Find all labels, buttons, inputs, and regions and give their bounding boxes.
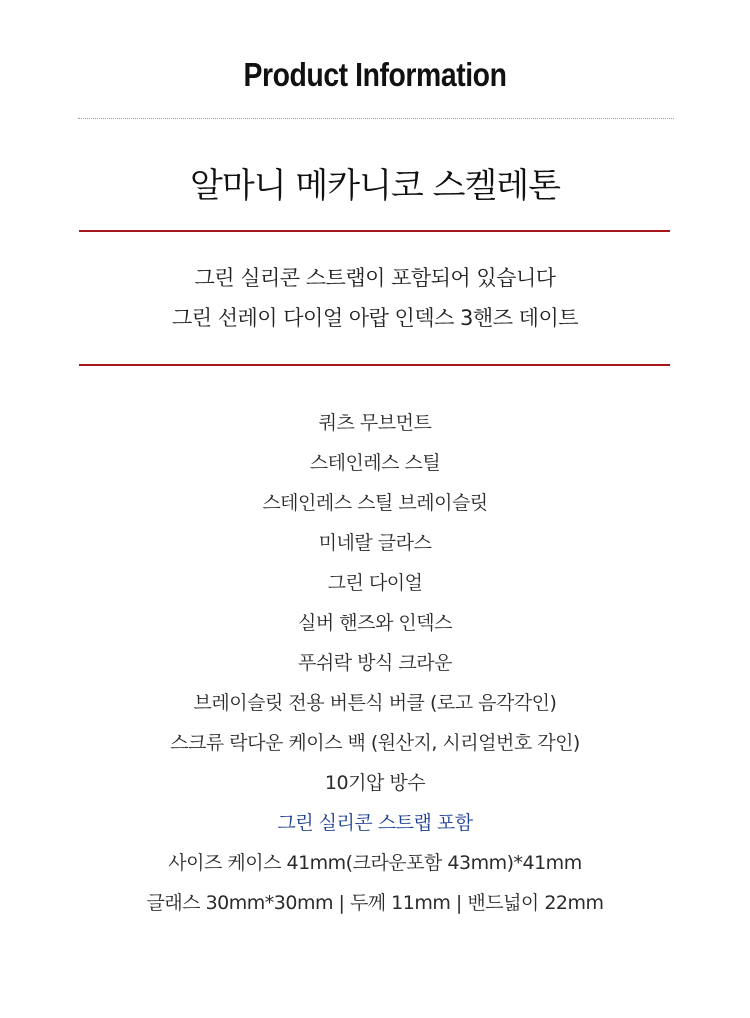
- spec-item: 미네랄 글라스: [318, 532, 432, 554]
- page-title: Product Information: [243, 56, 507, 93]
- spec-item: 10기압 방수: [324, 772, 426, 794]
- spec-item-dimensions: 글래스 30mm*30mm | 두께 11mm | 밴드넓이 22mm: [146, 892, 604, 914]
- spec-item: 쿼츠 무브먼트: [318, 412, 432, 434]
- spec-item-highlight: 그린 실리콘 스트랩 포함: [277, 812, 473, 834]
- spec-list: [0, 403, 750, 923]
- spec-item: 실버 핸즈와 인덱스: [298, 612, 452, 634]
- product-summary: [0, 258, 750, 338]
- dotted-divider: [78, 118, 674, 119]
- summary-line: 그린 실리콘 스트랩이 포함되어 있습니다: [194, 266, 556, 290]
- red-divider-top: [79, 230, 670, 232]
- spec-item: 푸쉬락 방식 크라운: [298, 652, 452, 674]
- red-divider-bottom: [79, 364, 670, 366]
- spec-item: 그린 다이얼: [327, 572, 423, 594]
- product-name: 알마니 메카니코 스켈레톤: [190, 166, 560, 206]
- spec-item: 스테인레스 스틸: [309, 452, 441, 474]
- summary-line: 그린 선레이 다이얼 아랍 인덱스 3핸즈 데이트: [171, 306, 579, 330]
- spec-item-size: 사이즈 케이스 41mm(크라운포함 43mm)*41mm: [168, 852, 582, 874]
- spec-item: 브레이슬릿 전용 버튼식 버클 (로고 음각각인): [193, 692, 557, 714]
- spec-item: 스테인레스 스틸 브레이슬릿: [262, 492, 488, 514]
- spec-item: 스크류 락다운 케이스 백 (원산지, 시리얼번호 각인): [170, 732, 580, 754]
